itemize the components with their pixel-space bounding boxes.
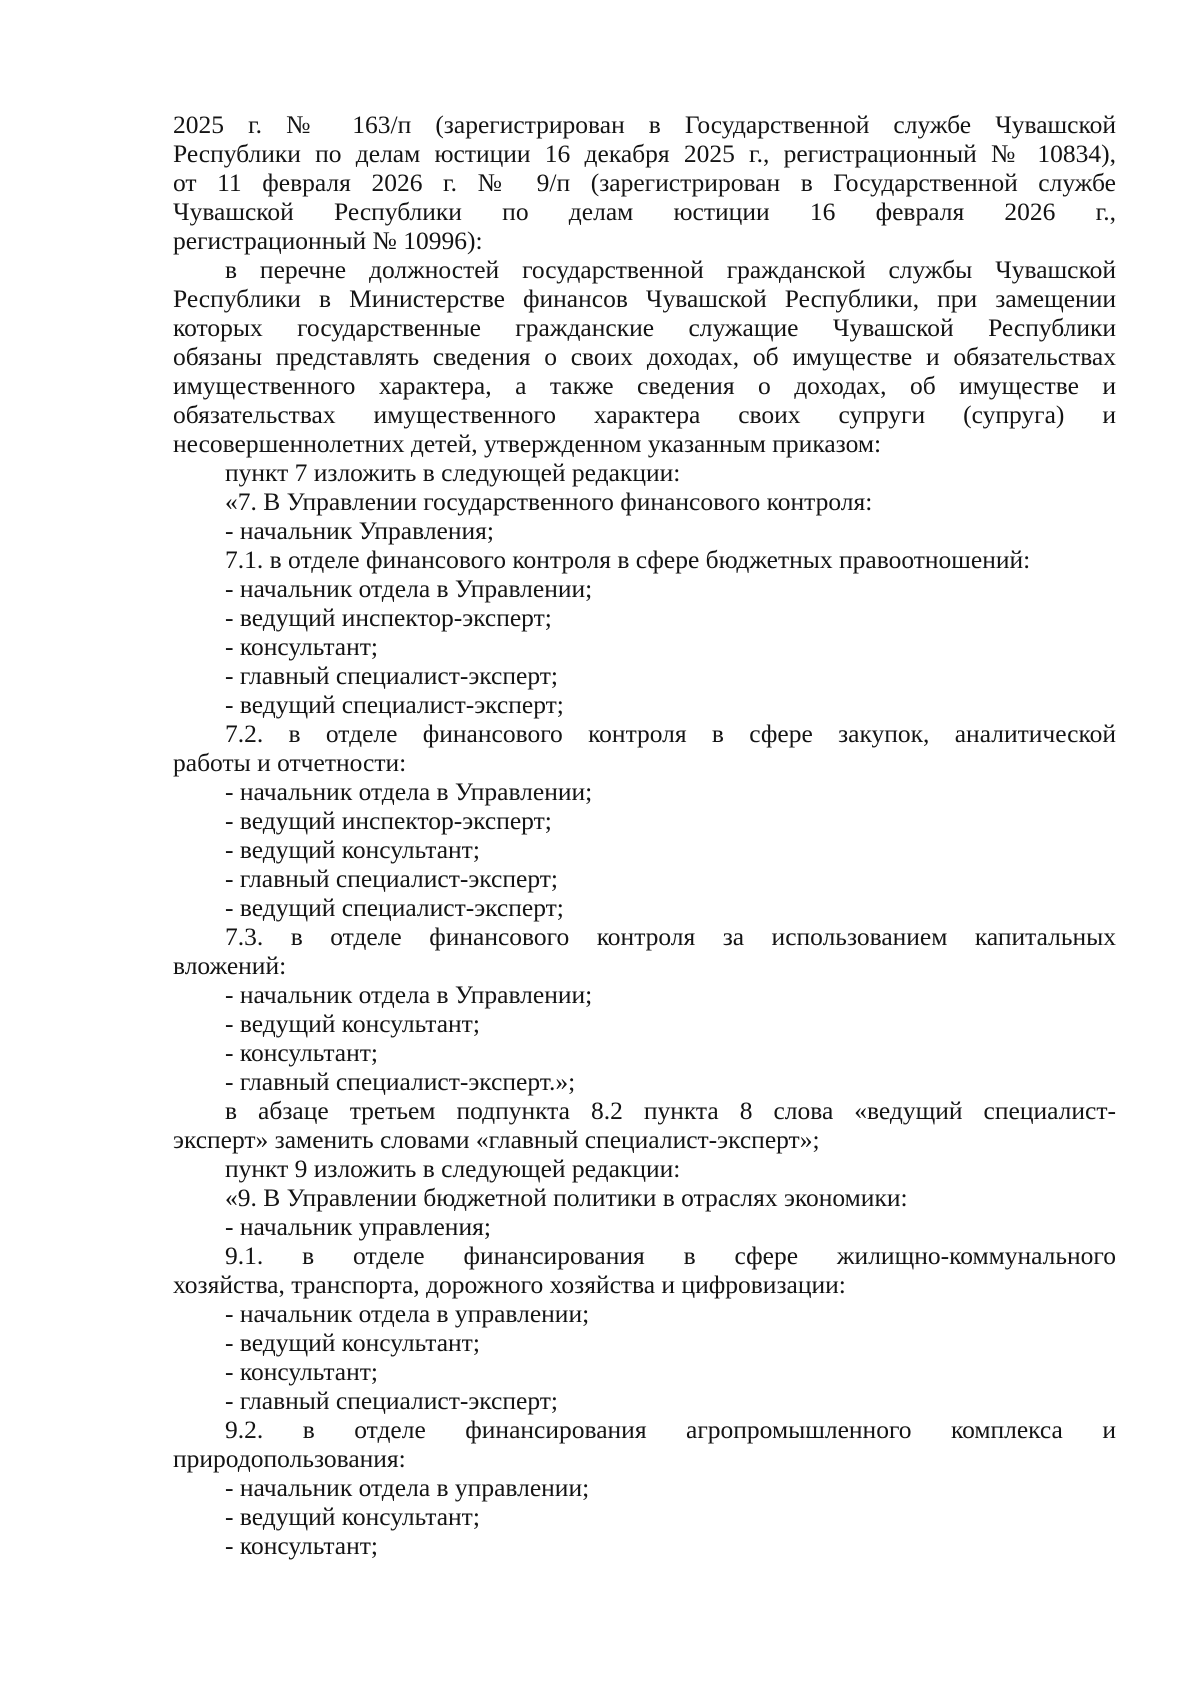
document-line: в абзаце третьем подпункта 8.2 пункта 8 слова «ведущий специалист- xyxy=(225,1096,1116,1125)
document-line: - консультант; xyxy=(225,1531,378,1560)
document-line: 7.2. в отделе финансового контроля в сфере закупок, аналитической xyxy=(225,719,1116,748)
document-line: имущественного характера, а также сведения о доходах, об имуществе и xyxy=(173,371,1116,400)
document-line: пункт 7 изложить в следующей редакции: xyxy=(225,458,681,487)
document-line: от 11 февраля 2026 г. № 9/п (зарегистрирован в Государственной службе xyxy=(173,168,1116,197)
document-line: природопользования: xyxy=(173,1444,406,1473)
document-line: - ведущий консультант; xyxy=(225,1328,480,1357)
document-line: - главный специалист-эксперт; xyxy=(225,661,558,690)
document-line: в перечне должностей государственной гражданской службы Чувашской xyxy=(225,255,1116,284)
document-line: 9.1. в отделе финансирования в сфере жилищно-коммунального xyxy=(225,1241,1116,1270)
document-line: - главный специалист-эксперт; xyxy=(225,864,558,893)
document-line: 7.1. в отделе финансового контроля в сфере бюджетных правоотношений: xyxy=(225,545,1031,574)
document-line: - начальник управления; xyxy=(225,1212,491,1241)
document-line: - начальник отдела в Управлении; xyxy=(225,574,593,603)
document-line: Чувашской Республики по делам юстиции 16 февраля 2026 г., xyxy=(173,197,1116,226)
document-line: которых государственные гражданские служащие Чувашской Республики xyxy=(173,313,1116,342)
document-line: хозяйства, транспорта, дорожного хозяйства и цифровизации: xyxy=(173,1270,846,1299)
document-line: пункт 9 изложить в следующей редакции: xyxy=(225,1154,681,1183)
document-line: - ведущий инспектор-эксперт; xyxy=(225,603,552,632)
document-line: «9. В Управлении бюджетной политики в отраслях экономики: xyxy=(225,1183,908,1212)
document-line: Республики по делам юстиции 16 декабря 2025 г., регистрационный № 10834), xyxy=(173,139,1116,168)
document-line: несовершеннолетних детей, утвержденном указанным приказом: xyxy=(173,429,882,458)
document-line: обязательствах имущественного характера своих супруги (супруга) и xyxy=(173,400,1116,429)
document-line: - ведущий инспектор-эксперт; xyxy=(225,806,552,835)
document-line: - начальник отдела в Управлении; xyxy=(225,980,593,1009)
document-line: - консультант; xyxy=(225,632,378,661)
document-line: - ведущий консультант; xyxy=(225,1502,480,1531)
document-line: - начальник отдела в управлении; xyxy=(225,1299,590,1328)
document-line: регистрационный № 10996): xyxy=(173,226,483,255)
document-line: 7.3. в отделе финансового контроля за использованием капитальных xyxy=(225,922,1116,951)
document-line: - главный специалист-эксперт.»; xyxy=(225,1067,576,1096)
document-line: - главный специалист-эксперт; xyxy=(225,1386,558,1415)
document-line: обязаны представлять сведения о своих доходах, об имуществе и обязательствах xyxy=(173,342,1116,371)
document-body xyxy=(173,110,1116,1560)
document-line: - ведущий консультант; xyxy=(225,835,480,864)
document-line: «7. В Управлении государственного финансового контроля: xyxy=(225,487,873,516)
document-line: - ведущий консультант; xyxy=(225,1009,480,1038)
document-line: эксперт» заменить словами «главный специалист-эксперт»; xyxy=(173,1125,820,1154)
document-line: - консультант; xyxy=(225,1357,378,1386)
document-line: 9.2. в отделе финансирования агропромышленного комплекса и xyxy=(225,1415,1116,1444)
document-line: - начальник отдела в управлении; xyxy=(225,1473,590,1502)
document-line: Республики в Министерстве финансов Чувашской Республики, при замещении xyxy=(173,284,1116,313)
document-line: - ведущий специалист-эксперт; xyxy=(225,690,564,719)
document-line: 2025 г. № 163/п (зарегистрирован в Государственной службе Чувашской xyxy=(173,110,1116,139)
document-line: - начальник Управления; xyxy=(225,516,494,545)
document-line: - консультант; xyxy=(225,1038,378,1067)
document-line: - начальник отдела в Управлении; xyxy=(225,777,593,806)
document-line: работы и отчетности: xyxy=(173,748,407,777)
document-line: - ведущий специалист-эксперт; xyxy=(225,893,564,922)
document-line: вложений: xyxy=(173,951,287,980)
